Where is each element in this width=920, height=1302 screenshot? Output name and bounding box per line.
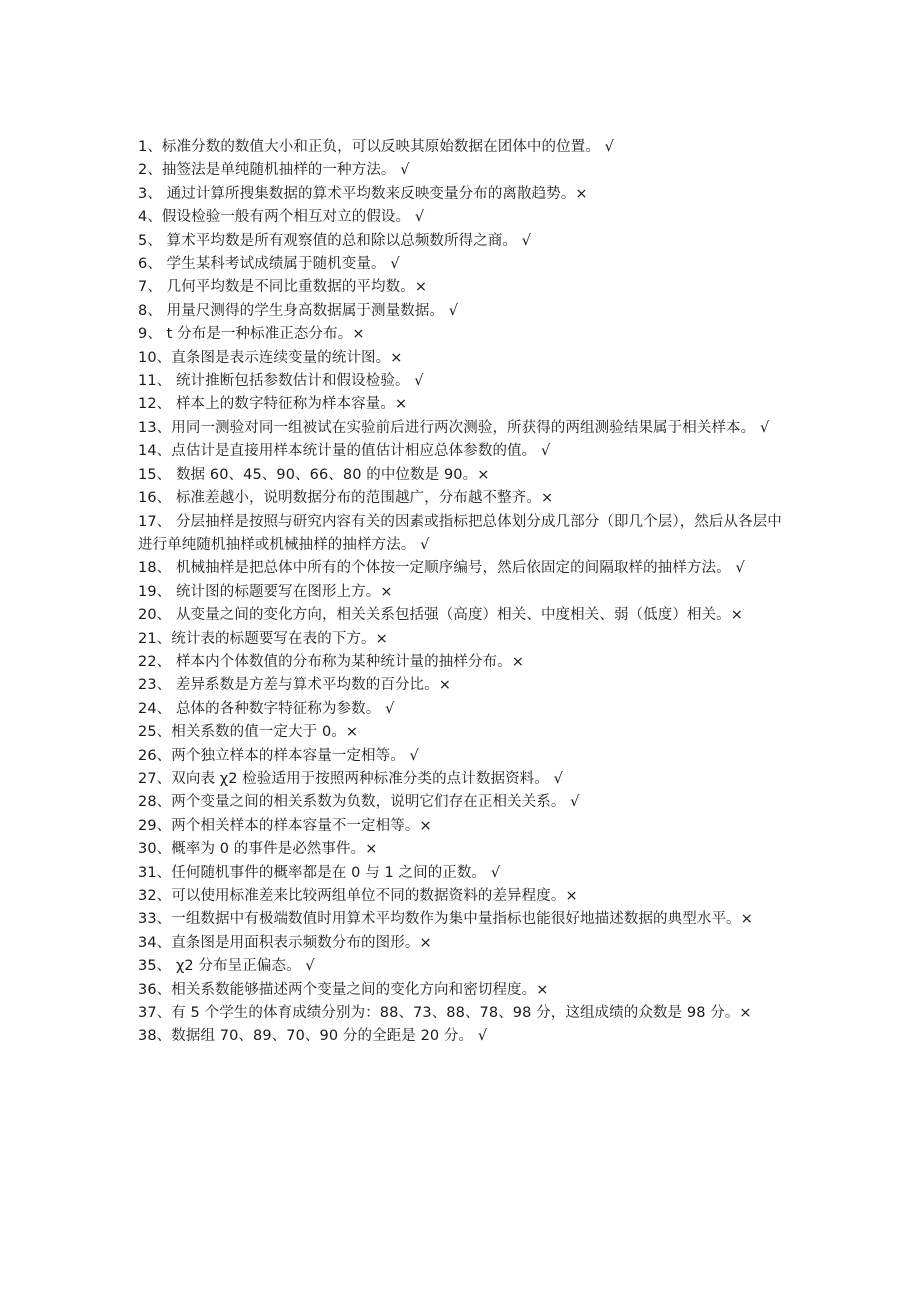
question-item: 8、 用量尺测得的学生身高数据属于测量数据。 √: [138, 302, 459, 319]
question-item: 2、抽签法是单纯随机抽样的一种方法。 √: [138, 162, 410, 179]
question-item: 19、 统计图的标题要写在图形上方。×: [138, 583, 393, 600]
question-item: 32、可以使用标准差来比较两组单位不同的数据资料的差异程度。×: [138, 888, 578, 904]
question-item: 11、 统计推断包括参数估计和假设检验。 √: [138, 373, 424, 390]
question-item: 30、概率为 0 的事件是必然事件。×: [138, 841, 378, 858]
question-item: 4、假设检验一般有两个相互对立的假设。 √: [138, 209, 425, 226]
question-item: 38、数据组 70、89、70、90 分的全距是 20 分。 √: [138, 1028, 488, 1045]
question-item: 18、 机械抽样是把总体中所有的个体按一定顺序编号，然后依固定的间隔取样的抽样方法。 √: [138, 560, 745, 577]
question-item: 27、双向表 χ2 检验适用于按照两种标准分类的点计数据资料。 √: [138, 770, 563, 787]
question-item: 25、相关系数的值一定大于 0。×: [138, 724, 359, 741]
question-item: 26、两个独立样本的样本容量一定相等。 √: [138, 747, 419, 764]
question-item: 17、 分层抽样是按照与研究内容有关的因素或指标把总体划分成几部分（即几个层），然后从各层中进行单纯随机抽样或机械抽样的抽样方法。 √: [138, 513, 782, 553]
question-item: 1、标准分数的数值大小和正负，可以反映其原始数据在团体中的位置。 √: [138, 139, 614, 155]
question-item: 6、 学生某科考试成绩属于随机变量。 √: [138, 256, 400, 273]
question-item: 9、 t 分布是一种标准正态分布。×: [138, 326, 365, 343]
question-item: 5、 算术平均数是所有观察值的总和除以总频数所得之商。 √: [138, 232, 532, 249]
question-list: [138, 136, 796, 1049]
question-item: 22、 样本内个体数值的分布称为某种统计量的抽样分布。×: [138, 653, 525, 670]
question-item: 36、相关系数能够描述两个变量之间的变化方向和密切程度。×: [138, 981, 549, 998]
question-item: 15、 数据 60、45、90、66、80 的中位数是 90。×: [138, 466, 490, 483]
question-item: 23、 差异系数是方差与算术平均数的百分比。×: [138, 677, 452, 694]
question-item: 21、统计表的标题要写在表的下方。×: [138, 630, 388, 647]
question-item: 34、直条图是用面积表示频数分布的图形。×: [138, 934, 432, 951]
question-item: 28、两个变量之间的相关系数为负数，说明它们存在正相关关系。 √: [138, 794, 580, 811]
question-item: 29、两个相关样本的样本容量不一定相等。×: [138, 817, 432, 834]
question-item: 10、直条图是表示连续变量的统计图。×: [138, 349, 403, 366]
question-item: 33、一组数据中有极端数值时用算术平均数作为集中量指标也能很好地描述数据的典型水平。×: [138, 911, 753, 928]
question-item: 3、 通过计算所搜集数据的算术平均数来反映变量分布的离散趋势。×: [138, 185, 588, 202]
question-item: 12、 样本上的数字特征称为样本容量。×: [138, 396, 408, 413]
question-item: 35、 χ2 分布呈正偏态。 √: [138, 958, 315, 975]
question-item: 31、任何随机事件的概率都是在 0 与 1 之间的正数。 √: [138, 864, 501, 881]
question-item: 16、 标准差越小，说明数据分布的范围越广，分布越不整齐。×: [138, 490, 554, 507]
question-item: 24、 总体的各种数字特征称为参数。 √: [138, 700, 395, 717]
question-item: 20、 从变量之间的变化方向，相关关系包括强（高度）相关、中度相关、弱（低度）相关。×: [138, 607, 744, 624]
question-item: 14、点估计是直接用样本统计量的值估计相应总体参数的值。 √: [138, 443, 551, 460]
question-item: 13、用同一测验对同一组被试在实验前后进行两次测验，所获得的两组测验结果属于相关样本。 √: [138, 419, 770, 436]
question-item: 37、有 5 个学生的体育成绩分别为：88、73、88、78、98 分，这组成绩的众数是 98 分。×: [138, 1005, 752, 1022]
question-item: 7、 几何平均数是不同比重数据的平均数。×: [138, 279, 428, 296]
